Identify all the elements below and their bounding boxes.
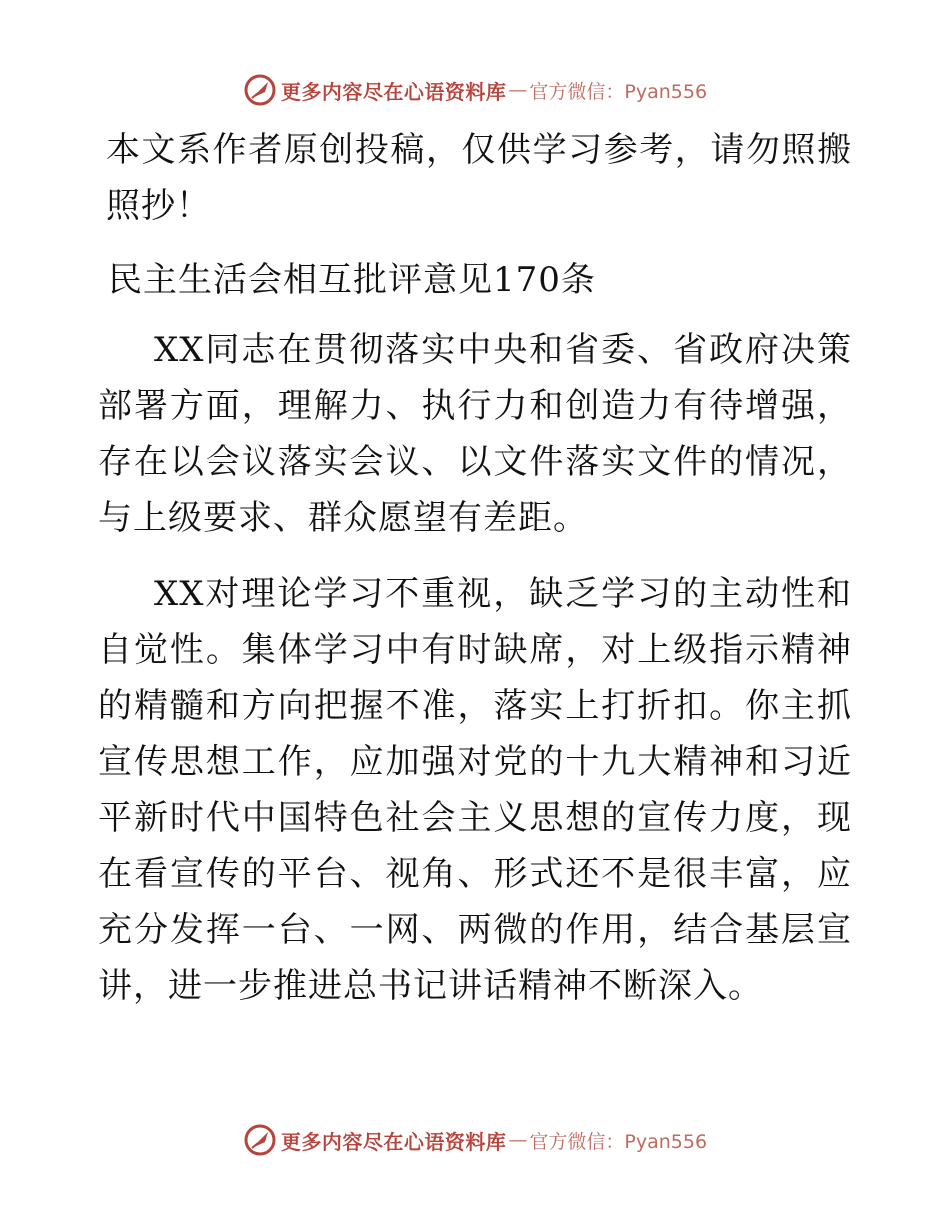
watermark-main-text: 更多内容尽在心语资料库 (280, 1129, 507, 1154)
quill-seal-icon (243, 73, 277, 107)
document-body (98, 122, 852, 1034)
header-watermark (0, 70, 950, 110)
watermark-separator: — (508, 79, 528, 101)
watermark-separator: — (508, 1129, 528, 1151)
watermark-main-text: 更多内容尽在心语资料库 (280, 79, 507, 104)
watermark-wechat-text: 官方微信：Pyan556 (529, 80, 708, 103)
watermark-wechat-text: 官方微信：Pyan556 (529, 1130, 708, 1153)
document-title: 民主生活会相互批评意见170条 (108, 260, 596, 300)
quill-seal-icon (243, 1123, 277, 1157)
copyright-notice: 本文系作者原创投稿，仅供学习参考，请勿照搬照抄！ (106, 130, 852, 226)
paragraph-2: XX对理论学习不重视，缺乏学习的主动性和自觉性。集体学习中有时缺席，对上级指示精神的精髓和方向把握不准，落实上打折扣。你主抓宣传思想工作，应加强对党的十九大精神和习近平新时代中国特色社会主义思想的宣传力度，现在看宣传的平台、视角、形式还不是很丰富，应充分发挥一台、一网、两微的作用，结合基层宣讲，进一步推进总书记讲话精神不断深入。 (98, 574, 852, 1006)
footer-watermark (0, 1120, 950, 1160)
paragraph-1: XX同志在贯彻落实中央和省委、省政府决策部署方面，理解力、执行力和创造力有待增强，存在以会议落实会议、以文件落实文件的情况，与上级要求、群众愿望有差距。 (98, 330, 852, 538)
